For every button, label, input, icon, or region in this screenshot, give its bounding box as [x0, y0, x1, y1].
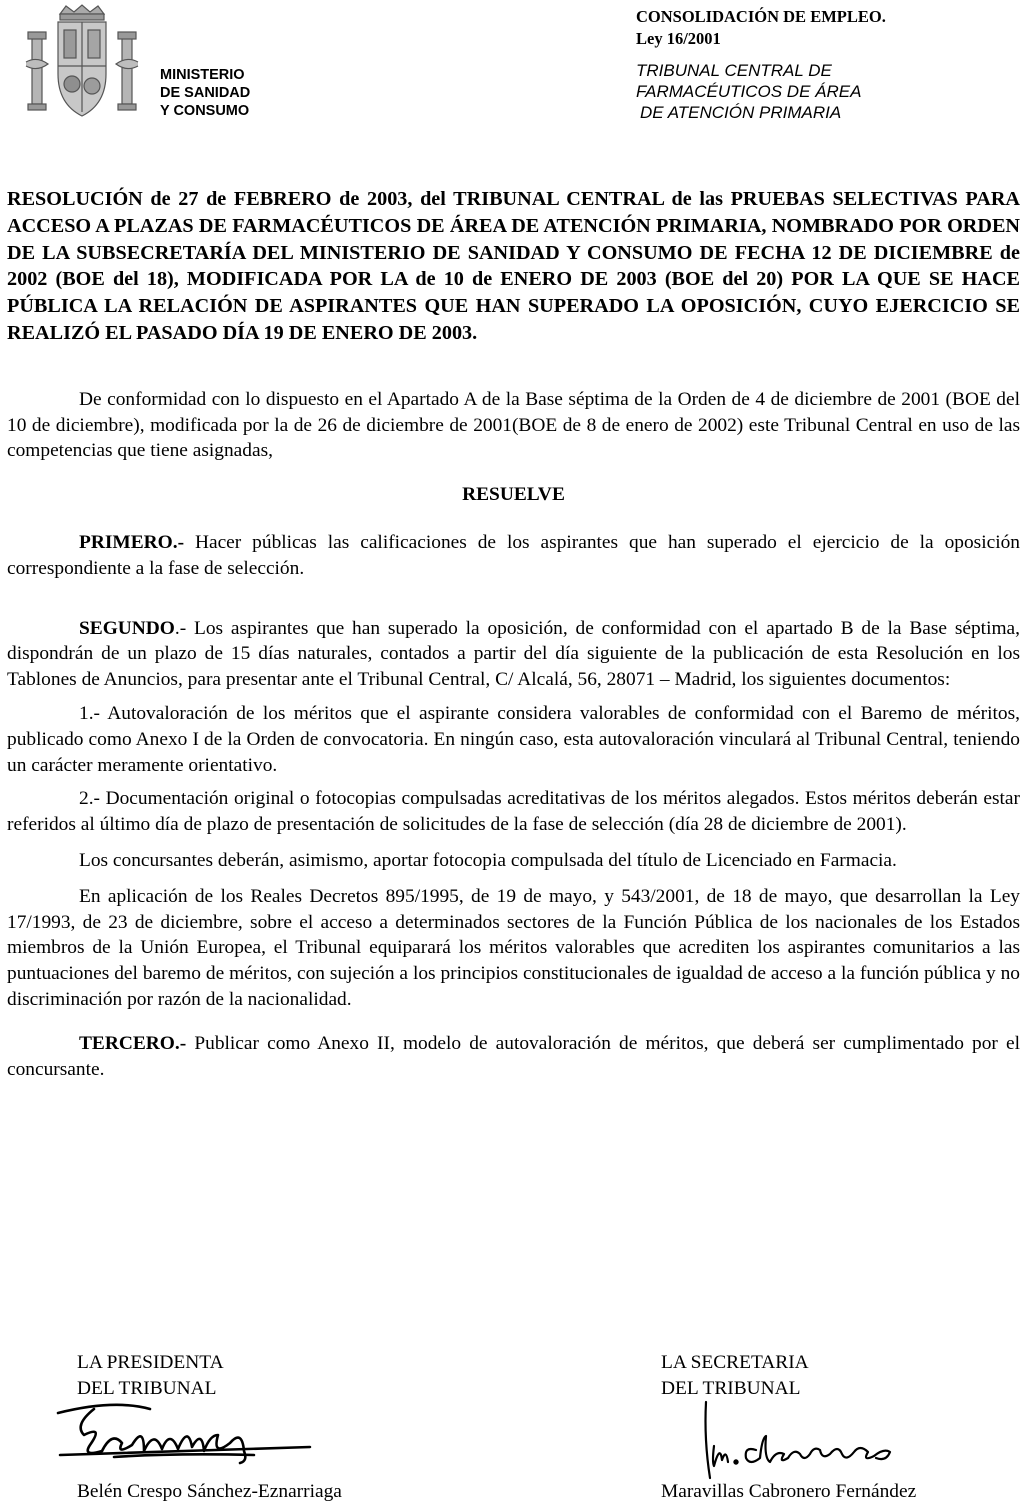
primero-label: PRIMERO.-: [79, 531, 185, 553]
program-header: [636, 6, 886, 50]
coat-of-arms-emblem: [22, 4, 142, 126]
resuelve-heading: RESUELVE: [462, 484, 565, 506]
secretaria-title: DEL TRIBUNAL: [661, 1377, 801, 1399]
document-item: 2.- Documentación original o fotocopias compulsadas acreditativas de los méritos alegados. Estos méritos deberán estar referidos al último día de plazo de presentación de solicitudes de la fase de selección (día 28 de diciembre de 2001).: [7, 788, 1020, 836]
secretaria-name: Maravillas Cabronero Fernández: [661, 1481, 917, 1502]
concursantes-paragraph: Los concursantes deberán, asimismo, aportar fotocopia compulsada del título de Licenciado en Farmacia.: [79, 849, 897, 871]
tribunal-line: TRIBUNAL CENTRAL DE: [636, 61, 832, 80]
primero-paragraph: [7, 530, 1020, 582]
secretaria-title: LA SECRETARIA: [661, 1352, 809, 1373]
segundo-paragraph: [7, 616, 1020, 693]
tercero-label: TERCERO.-: [79, 1032, 187, 1054]
presidenta-title: LA PRESIDENTA: [77, 1352, 224, 1373]
tribunal-line: FARMACÉUTICOS DE ÁREA: [636, 82, 862, 101]
ministry-line: DE SANIDAD: [160, 85, 251, 101]
program-law: Ley 16/2001: [636, 29, 721, 48]
program-title: CONSOLIDACIÓN DE EMPLEO.: [636, 7, 886, 26]
primero-text: Hacer públicas las calificaciones de los aspirantes que han superado el ejercicio de la oposición correspondiente a la fase de selección.: [7, 531, 1020, 579]
presidenta-signature-block: [77, 1350, 224, 1402]
resolution-title: RESOLUCIÓN de 27 de FEBRERO de 2003, del TRIBUNAL CENTRAL de las PRUEBAS SELECTIVAS PARA ACCESO A PLAZAS DE FARMACÉUTICOS DE ÁREA DE ATENCIÓN PRIMARIA, NOMBRADO POR ORDEN DE LA SUBSECRETARÍA DEL MINISTERIO DE SANIDAD Y CONSUMO DE FECHA 12 DE DICIEMBRE de 2002 (BOE del 18), MODIFICADA POR LA de 10 de ENERO DE 2003 (BOE del 20) POR LA QUE SE HACE PÚBLICA LA RELACIÓN DE ASPIRANTES QUE HAN SUPERADO LA OPOSICIÓN, CUYO EJERCICIO SE REALIZÓ EL PASADO DÍA 19 DE ENERO DE 2003.: [7, 188, 1020, 344]
secretaria-handwritten-signature: [690, 1400, 920, 1480]
segundo-text: .- Los aspirantes que han superado la oposición, de conformidad con el apartado B de la Base séptima, dispondrán de un plazo de 15 días naturales, contados a partir del día siguiente de la publicación de esta Resolución en los Tablones de Anuncios, para presentar ante el Tribunal Central, C/ Alcalá, 56, 28071 – Madrid, los siguientes documentos:: [7, 617, 1020, 691]
presidenta-handwritten-signature: [54, 1395, 314, 1465]
aplicacion-paragraph: En aplicación de los Reales Decretos 895/1995, de 19 de mayo, y 543/2001, de 18 de mayo, que desarrollan la Ley 17/1993, de 23 de diciembre, sobre el acceso a determinados sectores de la Función Pública de los nacionales de los Estados miembros de la Unión Europea, el Tribunal equiparará los méritos valorables que acrediten los aspirantes comunitarios a las puntuaciones del baremo de méritos, con sujeción a los principios constitucionales de igualdad de acceso a la función pública y no discriminación por razón de la nacionalidad.: [7, 885, 1020, 1010]
segundo-label: SEGUNDO: [79, 617, 175, 639]
secretaria-signature-block: [661, 1350, 809, 1402]
ministry-line: MINISTERIO: [160, 67, 245, 83]
tercero-text: Publicar como Anexo II, modelo de autovaloración de méritos, que deberá ser cumplimentado por el concursante.: [7, 1032, 1020, 1080]
ministry-line: Y CONSUMO: [160, 103, 250, 119]
tribunal-line: DE ATENCIÓN PRIMARIA: [640, 103, 842, 122]
tribunal-header: [636, 60, 861, 123]
intro-paragraph: De conformidad con lo dispuesto en el Apartado A de la Base séptima de la Orden de 4 de diciembre de 2001 (BOE del 10 de diciembre), modificada por la de 26 de diciembre de 2001(BOE de 8 de enero de 2002) este Tribunal Central en uso de las competencias que tiene asignadas,: [7, 388, 1020, 462]
tercero-paragraph: [7, 1031, 1020, 1083]
document-body: [7, 186, 1020, 1082]
presidenta-name: Belén Crespo Sánchez-Eznarriaga: [77, 1481, 342, 1502]
document-item: 1.- Autovaloración de los méritos que el aspirante considera valorables de conformidad con el Baremo de méritos, publicado como Anexo I de la Orden de convocatoria. En ningún caso, esta autovaloración vinculará al Tribunal Central, teniendo un carácter meramente orientativo.: [7, 702, 1020, 776]
ministry-name: [160, 66, 250, 120]
presidenta-title: DEL TRIBUNAL: [77, 1377, 217, 1399]
